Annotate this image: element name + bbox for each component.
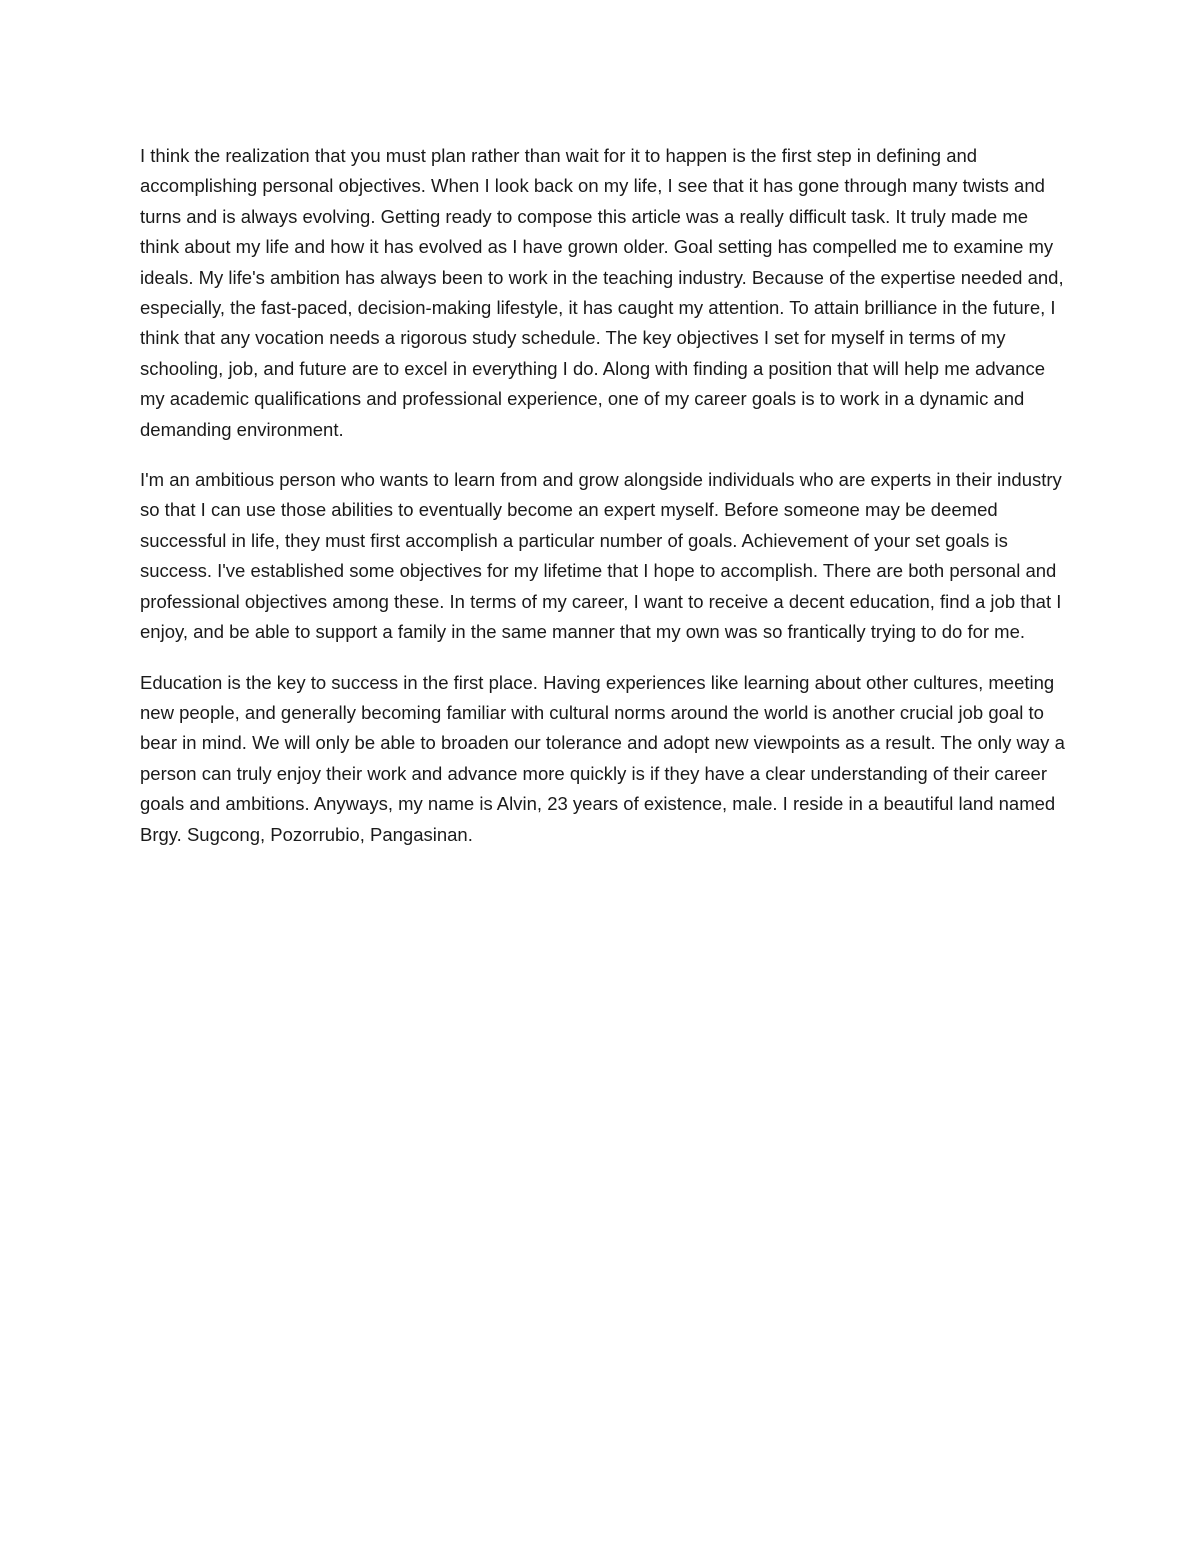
paragraph-3: Education is the key to success in the first place. Having experiences like learning about other cultures, meeting new people, and generally becoming familiar with cultural norms around the world is another crucial job goal to bear in mind. We will only be able to broaden our tolerance and adopt new viewpoints as a result. The only way a person can truly enjoy their work and advance more quickly is if they have a clear understanding of their career goals and ambitions. Anyways, my name is Alvin, 23 years of existence, male. I reside in a beautiful land named Brgy. Sugcong, Pozorrubio, Pangasinan. xyxy=(140,671,1065,845)
paragraph-1: I think the realization that you must plan rather than wait for it to happen is the first step in defining and accomplishing personal objectives. When I look back on my life, I see that it has gone through many twists and turns and is always evolving. Getting ready to compose this article was a really difficult task. It truly made me think about my life and how it has evolved as I have grown older. Goal setting has compelled me to examine my ideals. My life's ambition has always been to work in the teaching industry. Because of the expertise needed and, especially, the fast-paced, decision-making lifestyle, it has caught my attention. To attain brilliance in the future, I think that any vocation needs a rigorous study schedule. The key objectives I set for myself in terms of my schooling, job, and future are to excel in everything I do. Along with finding a position that will help me advance my academic qualifications and professional experience, one of my career goals is to work in a dynamic and demanding environment. xyxy=(140,145,1064,440)
paragraph-2: I'm an ambitious person who wants to learn from and grow alongside individuals who are experts in their industry so that I can use those abilities to eventually become an expert myself. Before someone may be deemed successful in life, they must first accomplish a particular number of goals. Achievement of your set goals is success. I've established some objectives for my lifetime that I hope to accomplish. There are both personal and professional objectives among these. In terms of my career, I want to receive a decent education, find a job that I enjoy, and be able to support a family in the same manner that my own was so frantically trying to do for me. xyxy=(140,469,1062,643)
document-body xyxy=(140,141,1065,870)
